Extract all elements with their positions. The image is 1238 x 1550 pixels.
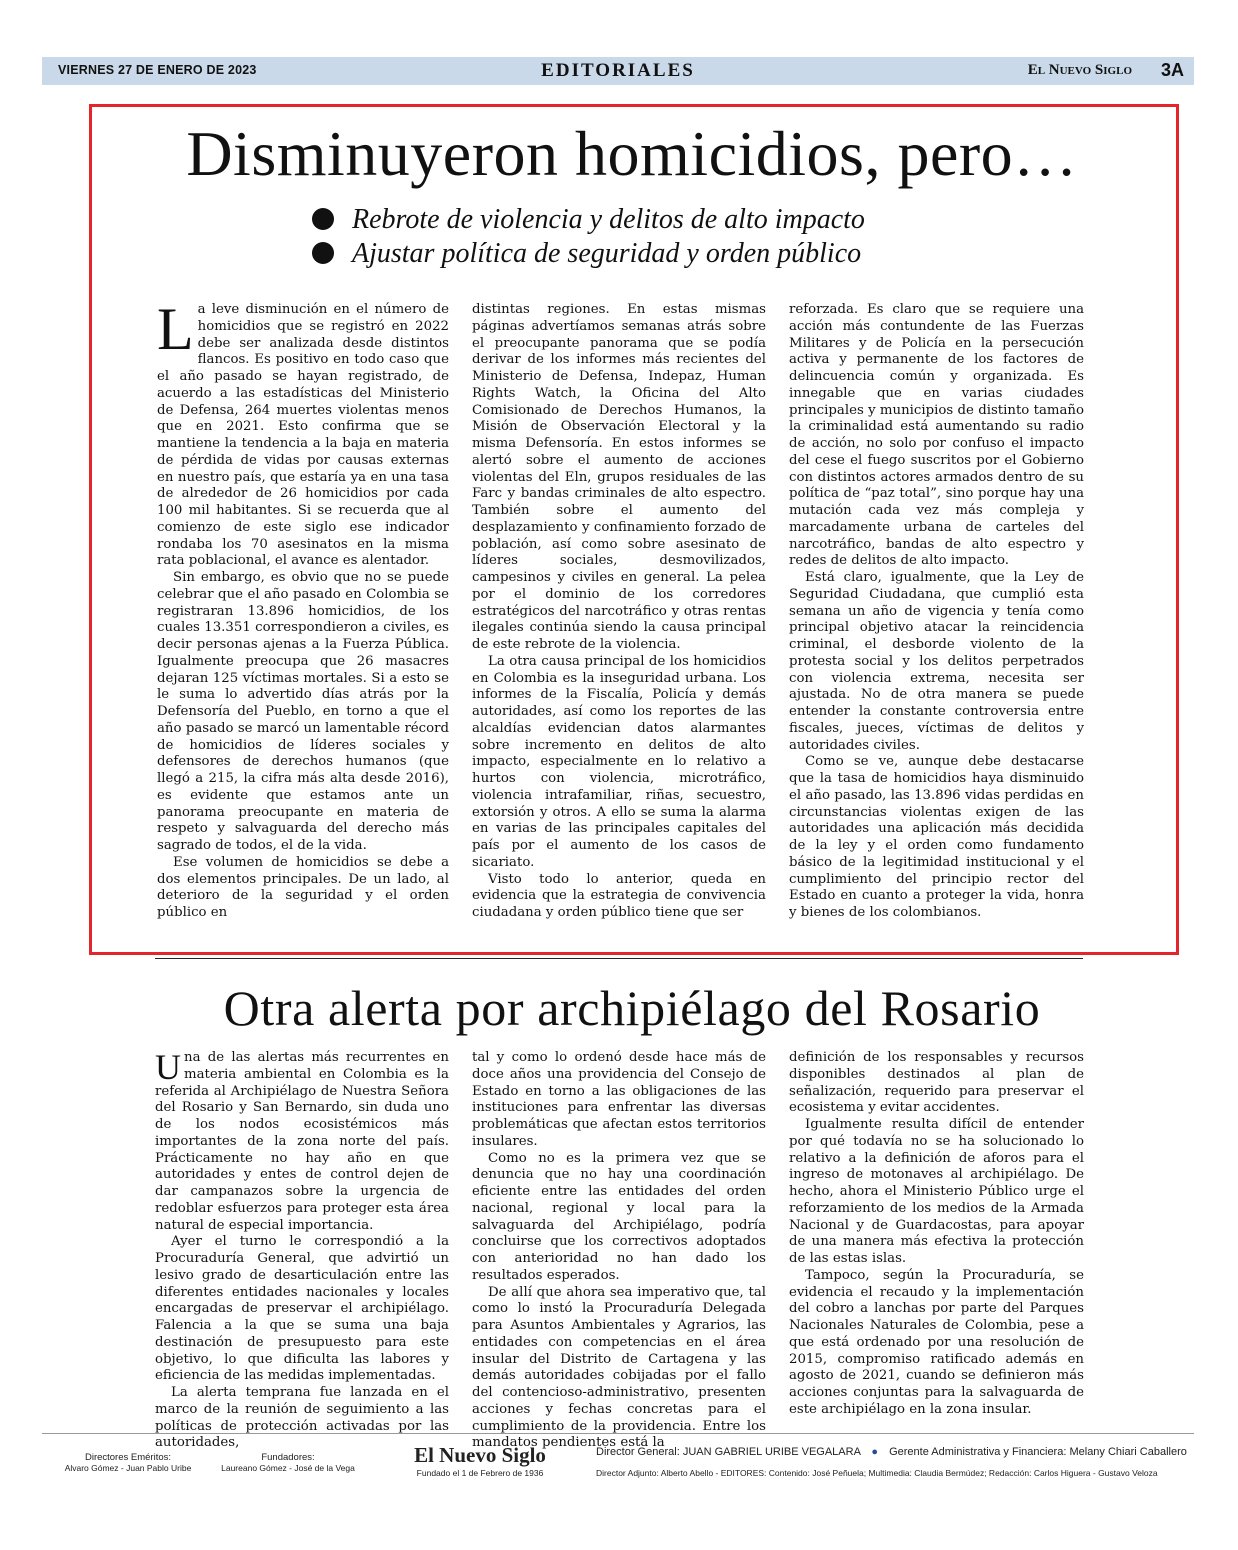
footer-logo: El Nuevo Siglo [414,1443,546,1467]
editorial1-title: Disminuyeron homicidios, pero… [186,118,1078,189]
paragraph: reforzada. Es claro que se requiere una acción más contundente de las Fuerzas Militares y de Policía en la persecución activa y permanente de los factores de delincuencia común y organizada. Es innegable que en varias ciudades principales y municipios de distinto tamaño la criminalidad está aumentando su radio de acción, no solo por confuso el impacto del cese el fuego suscritos por el Gobierno con distintos actores armados dentro de su política de “paz total”, sino porque hay una mutación cada vez más compleja y marcadamente urbana de carteles del narcotráfico, bandas de alto espectro y redes de delitos de alto impacto. [789,302,1084,569]
paragraph: De allí que ahora sea imperativo que, tal como lo instó la Procuraduría Delegada para Asuntos Ambientales y Agrarios, las entidades con competencias en el área insular del Distrito de Cartagena y las demás autoridades cobijadas por el fallo del contencioso-administrativo, presenten acciones y fechas concretas para el cumplimiento de la providencia. Entre los mandatos pendientes está la [472,1284,766,1451]
editorial1-column-3 [789,302,1084,922]
header-bar [42,57,1194,85]
paragraph: La otra causa principal de los homicidios en Colombia es la inseguridad urbana. Los informes de la Fiscalía, Policía y demás autoridades, así como los reportes de las alcaldías evidencian datos alarmantes sobre incremento en delitos de alto impacto, especialmente en lo relativo a hurtos con violencia, microtráfico, violencia intrafamiliar, riñas, secuestro, extorsión y otros. A ello se suma la alarma en varias de las principales capitales del país por el aumento de los casos de sicariato. [472,653,766,870]
paragraph: Visto todo lo anterior, queda en evidencia que la estrategia de convivencia ciudadana y orden público tiene que ser [472,871,766,920]
paragraph: Como no es la primera vez que se denuncia que no hay una coordinación eficiente entre las entidades del orden nacional, regional y local para la salvaguarda del Archipiélago, podría concluirse que los correctivos adoptados con anterioridad no han dado los resultados esperados. [472,1150,766,1283]
directores-block [60,1452,196,1473]
paragraph: Está claro, igualmente, que la Ley de Seguridad Ciudadana, que cumplió esta semana un año de vigencia y tenía como principal objetivo atacar la reincidencia criminal, el desborde violento de la protesta social y los delitos perpetrados con violencia extrema, necesita ser ajustada. No de otra manera se puede entender la constante controversia entre fiscales, jueces, víctimas de delitos y autoridades civiles. [789,570,1084,753]
director-general-line [596,1446,1187,1458]
subtitle-item: Ajustar política de seguridad y orden público [312,237,865,271]
footer-logo-block [410,1443,550,1478]
paragraph: Igualmente resulta difícil de entender por qué todavía no se ha solucionado lo relativo a la definición de aforos para el ingreso de motonaves al archipiélago. De hecho, ahora el Ministerio Público urge el reforzamiento de los medios de la Armada Nacional y de Guardacostas, para apoyar de una manera más efectiva la protección de las estas islas. [789,1117,1084,1266]
paragraph: Sin embargo, es obvio que no se puede celebrar que el año pasado en Colombia se registraran 13.896 homicidios, de los cuales 13.351 correspondieron a civiles, es decir personas ajenas a la Fuerza Pública. Igualmente preocupa que 26 masacres dejaran 125 víctimas mortales. Si a esto se le suma lo advertido días atrás por la Defensoría del Pueblo, en torno a que el año pasado se marcó un lamentable récord de homicidios de líderes sociales y defensores de derechos humanos (que llegó a 215, la cifra más alta desde 2016), es evidente que estamos ante un panorama preocupante en materia de respeto y salvaguarda del derecho más sagrado de todos, el de la vida. [157,570,449,853]
editorial1-column-1 [157,296,449,922]
section-divider [155,958,1083,959]
paragraph: Tampoco, según la Procuraduría, se evidencia el recaudo y la implementación del cobro a lanchas por parte del Parques Nacionales Naturales de Colombia, pese a que está ordenado por una resolución de 2015, compromiso ratificado además en agosto de 2021, cuando se definieron más acciones conjuntas para la salvaguarda de este archipiélago en la zona insular. [789,1267,1084,1417]
director-general-label: Director General: [596,1446,680,1458]
editorial2-title: Otra alerta por archipiélago del Rosario [223,980,1041,1036]
bullet-icon [312,242,334,264]
directores-label: Directores Eméritos: [84,1452,172,1463]
gerente-name: Melany Chiari Caballero [1069,1446,1187,1458]
fundadores-names: Laureano Gómez - José de la Vega [221,1463,355,1473]
drop-cap: L [157,296,194,362]
paragraph: La alerta temprana fue lanzada en el marco de la reunión de seguimiento a las políticas de protección activadas por las autoridades, [155,1385,449,1451]
page-number: 3A [1160,60,1184,80]
director-general-name: JUAN GABRIEL URIBE VEGALARA [682,1446,861,1458]
paragraph: Como se ve, aunque debe destacarse que la tasa de homicidios haya disminuido el año pasado, las 13.896 vidas perdidas en circunstancias violentas exigen de las autoridades una aplicación más decidida de la ley y el orden como fundamento básico de la legitimidad institucional y el cumplimiento del principio rector del Estado en cuanto a proteger la vida, honra y bienes de los colombianos. [789,754,1084,920]
fundadores-label: Fundadores: [261,1452,315,1463]
staff-line: Director Adjunto: Alberto Abello - EDITORES: Contenido: José Peñuela; Multimedia: Claudia Bermúdez; Redacción: Carlos Higuera - Gustavo Veloza [596,1468,1158,1478]
section-title: EDITORIALES [541,60,695,81]
paragraph: Ese volumen de homicidios se debe a dos elementos principales. De un lado, al deterioro de la seguridad y el orden público en [157,854,449,920]
editorial2-column-2 [472,1050,766,1452]
paragraph: La leve disminución en el número de homicidios que se registró en 2022 debe ser analizada desde distintos flancos. Es positivo en todo caso que el año pasado se hayan registrado, de acuerdo a las estadísticas del Ministerio de Defensa, 264 muertes violentas menos que en 2021. Esto confirma que se mantiene la tendencia a la baja en materia de pérdida de vidas por causas externas en nuestro país, que estaría ya en una tasa de alrededor de 26 homicidios por cada 100 mil habitantes. Si se recuerda que al comienzo de este siglo ese indicador rondaba los 70 asesinatos en la misma rata poblacional, el avance es alentador. [157,296,449,569]
gerente-label: Gerente Administrativa y Financiera: [889,1446,1067,1458]
paragraph: Ayer el turno le correspondió a la Procuraduría General, que advirtió un lesivo grado de desarticulación entre las diferentes entidades nacionales y locales encargadas de preservar el archipiélago. Falencia a la que se suma una baja destinación de presupuesto para este objetivo, lo que dificulta las labores y eficiencia de las medidas implementadas. [155,1234,449,1384]
drop-cap: U [155,1047,181,1087]
editorial2-column-1 [155,1047,449,1452]
paragraph: tal y como lo ordenó desde hace más de doce años una providencia del Consejo de Estado en torno a las obligaciones de las instituciones para enfrentar las diversas problemáticas que afectan estos territorios insulares. [472,1050,766,1149]
paragraph: distintas regiones. En estas mismas páginas advertíamos semanas atrás sobre el preocupante panorama que se podía derivar de los informes más recientes del Ministerio de Defensa, Indepaz, Human Rights Watch, la Oficina del Alto Comisionado de Derechos Humanos, la Misión de Observación Electoral y la misma Defensoría. En estos informes se alertó sobre el aumento de acciones violentas del Eln, grupos residuales de las Farc y bandas criminales de alto espectro. También sobre el aumento del desplazamiento y confinamiento forzado de población, así como sobre asesinato de líderes sociales, desmovilizados, campesinos y civiles en general. La pelea por el dominio de los corredores estratégicos del narcotráfico y otras rentas ilegales continúa siendo la causa principal de este rebrote de la violencia. [472,302,766,652]
editorial1-column-2 [472,302,766,922]
separator-dot-icon: ● [871,1446,879,1458]
footer-divider [42,1433,1194,1434]
directores-names: Alvaro Gómez - Juan Pablo Uribe [64,1463,192,1473]
subtitle-item: Rebrote de violencia y delitos de alto impacto [312,203,865,237]
founded-date: Fundado el 1 de Febrero de 1936 [416,1468,544,1478]
newspaper-brand: El Nuevo Siglo [1027,62,1132,78]
paragraph: definición de los responsables y recursos disponibles destinados al plan de señalización, requerido para preservar el ecosistema y evitar accidentes. [789,1050,1084,1116]
issue-date: VIERNES 27 DE ENERO DE 2023 [58,63,257,77]
paragraph: Una de las alertas más recurrentes en materia ambiental en Colombia es la referida al Archipiélago de Nuestra Señora del Rosario y San Bernardo, sin duda uno de los nodos ecosistémicos más importantes de la zona norte del país. Prácticamente no hay año en que autoridades y entes de control dejen de dar campanazos sobre la urgencia de redoblar esfuerzos para proteger esta área natural de especial importancia. [155,1047,449,1233]
bullet-icon [312,208,334,230]
editorial2-column-3 [789,1050,1084,1419]
fundadores-block [220,1452,356,1473]
editorial1-subtitles [312,203,865,271]
